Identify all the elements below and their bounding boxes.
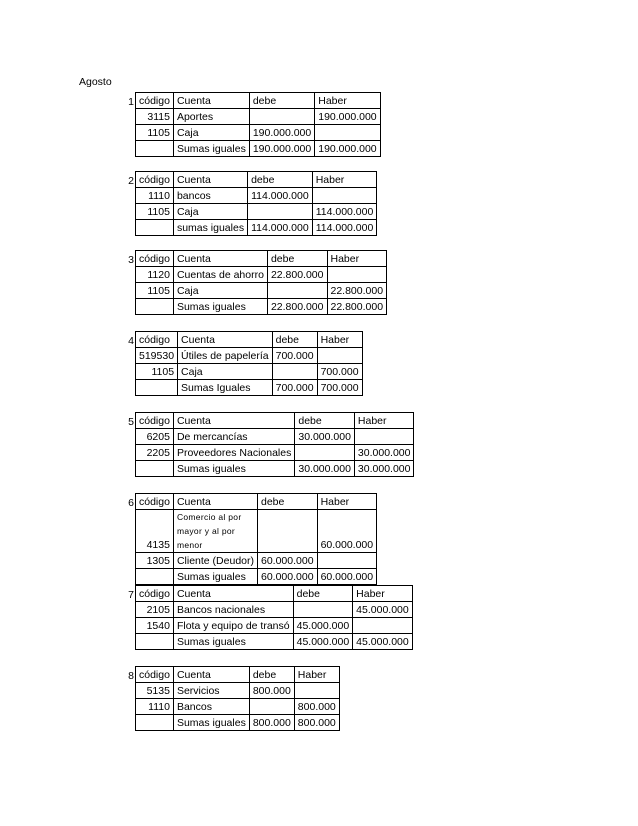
- debit-header: debe: [249, 93, 314, 109]
- debit-value: 800.000: [249, 683, 294, 699]
- sum-label: Sumas iguales: [173, 141, 249, 157]
- sum-row: [136, 299, 387, 315]
- sum-row: [136, 634, 413, 650]
- account-code: 1305: [136, 553, 174, 569]
- debit-value: 60.000.000: [258, 553, 318, 569]
- debit-header: debe: [295, 413, 355, 429]
- account-code: 2205: [136, 445, 174, 461]
- entry-table: [135, 585, 413, 650]
- account-code: 519530: [136, 348, 178, 364]
- account-name: Proveedores Nacionales: [173, 445, 294, 461]
- credit-header: Haber: [317, 494, 377, 510]
- table-row: [136, 602, 413, 618]
- account-name: Aportes: [173, 109, 249, 125]
- header-row: [136, 413, 414, 429]
- credit-value: 22.800.000: [327, 283, 387, 299]
- account-name: Caja: [173, 204, 247, 220]
- sum-row: [136, 141, 381, 157]
- month-title: Agosto: [79, 76, 112, 88]
- account-name: Caja: [173, 125, 249, 141]
- credit-value: [354, 429, 414, 445]
- sum-credit: 30.000.000: [354, 461, 414, 477]
- sum-debit: 60.000.000: [258, 569, 318, 585]
- table-row: [136, 429, 414, 445]
- entry-table: [135, 250, 387, 315]
- table-row: [136, 510, 377, 553]
- account-name: Servicios: [173, 683, 249, 699]
- code-header: código: [136, 413, 174, 429]
- credit-header: Haber: [315, 93, 380, 109]
- account-code: 1105: [136, 204, 174, 220]
- sum-debit: 45.000.000: [293, 634, 353, 650]
- debit-value: [293, 602, 353, 618]
- sum-credit: 60.000.000: [317, 569, 377, 585]
- account-name: Bancos nacionales: [173, 602, 293, 618]
- sum-label: Sumas iguales: [173, 634, 293, 650]
- account-code: 1110: [136, 699, 174, 715]
- sum-debit: 700.000: [272, 380, 317, 396]
- credit-value: 60.000.000: [317, 510, 377, 553]
- sum-row: [136, 715, 340, 731]
- account-header: Cuenta: [173, 251, 267, 267]
- empty-cell: [136, 141, 174, 157]
- debit-value: [272, 364, 317, 380]
- entry-table: [135, 171, 377, 236]
- account-code: 1105: [136, 283, 174, 299]
- empty-cell: [136, 299, 174, 315]
- sum-debit: 114.000.000: [248, 220, 313, 236]
- empty-cell: [136, 715, 174, 731]
- account-header: Cuenta: [173, 494, 257, 510]
- entry-table: [135, 666, 340, 731]
- debit-value: [267, 283, 327, 299]
- account-code: 2105: [136, 602, 174, 618]
- account-code: 5135: [136, 683, 174, 699]
- sum-row: [136, 220, 377, 236]
- debit-value: 190.000.000: [249, 125, 314, 141]
- entry-number: 5: [128, 416, 134, 428]
- sum-label: Sumas Iguales: [178, 380, 273, 396]
- header-row: [136, 172, 377, 188]
- debit-value: 114.000.000: [248, 188, 313, 204]
- account-name: Comercio al por mayor y al por menor: [173, 510, 257, 553]
- account-header: Cuenta: [173, 586, 293, 602]
- credit-header: Haber: [312, 172, 377, 188]
- account-code: 1110: [136, 188, 174, 204]
- debit-value: [295, 445, 355, 461]
- entry-table: [135, 92, 381, 157]
- credit-value: [353, 618, 413, 634]
- credit-value: [315, 125, 380, 141]
- credit-header: Haber: [354, 413, 414, 429]
- entry-number: 8: [128, 670, 134, 682]
- table-row: [136, 348, 363, 364]
- credit-header: Haber: [317, 332, 362, 348]
- debit-header: debe: [267, 251, 327, 267]
- sum-debit: 30.000.000: [295, 461, 355, 477]
- entry-number: 7: [128, 589, 134, 601]
- sum-credit: 700.000: [317, 380, 362, 396]
- entry-table: [135, 493, 377, 585]
- sum-label: Sumas iguales: [173, 715, 249, 731]
- empty-cell: [136, 569, 174, 585]
- account-name: Caja: [178, 364, 273, 380]
- table-row: [136, 188, 377, 204]
- code-header: código: [136, 93, 174, 109]
- debit-header: debe: [272, 332, 317, 348]
- credit-header: Haber: [353, 586, 413, 602]
- sum-debit: 22.800.000: [267, 299, 327, 315]
- empty-cell: [136, 220, 174, 236]
- sum-row: [136, 380, 363, 396]
- header-row: [136, 251, 387, 267]
- header-row: [136, 667, 340, 683]
- code-header: código: [136, 494, 174, 510]
- header-row: [136, 332, 363, 348]
- credit-value: 30.000.000: [354, 445, 414, 461]
- empty-cell: [136, 380, 178, 396]
- debit-header: debe: [293, 586, 353, 602]
- account-header: Cuenta: [173, 667, 249, 683]
- debit-value: [249, 699, 294, 715]
- table-row: [136, 109, 381, 125]
- code-header: código: [136, 251, 174, 267]
- table-row: [136, 683, 340, 699]
- debit-value: 45.000.000: [293, 618, 353, 634]
- table-row: [136, 553, 377, 569]
- account-header: Cuenta: [173, 413, 294, 429]
- table-row: [136, 699, 340, 715]
- credit-header: Haber: [294, 667, 339, 683]
- account-name: Flota y equipo de transó: [173, 618, 293, 634]
- debit-value: 30.000.000: [295, 429, 355, 445]
- entry-number: 2: [128, 175, 134, 187]
- sum-row: [136, 569, 377, 585]
- sum-debit: 190.000.000: [249, 141, 314, 157]
- credit-value: 45.000.000: [353, 602, 413, 618]
- code-header: código: [136, 667, 174, 683]
- code-header: código: [136, 586, 174, 602]
- table-row: [136, 267, 387, 283]
- credit-value: 700.000: [317, 364, 362, 380]
- account-code: 6205: [136, 429, 174, 445]
- account-header: Cuenta: [173, 93, 249, 109]
- account-code: 3115: [136, 109, 174, 125]
- sum-credit: 190.000.000: [315, 141, 380, 157]
- account-code: 1120: [136, 267, 174, 283]
- credit-value: [317, 553, 377, 569]
- sum-credit: 114.000.000: [312, 220, 377, 236]
- entry-number: 3: [128, 254, 134, 266]
- debit-value: 700.000: [272, 348, 317, 364]
- account-name: De mercancías: [173, 429, 294, 445]
- empty-cell: [136, 634, 174, 650]
- account-code: 4135: [136, 510, 174, 553]
- credit-value: [327, 267, 387, 283]
- entry-number: 4: [128, 335, 134, 347]
- account-name: Caja: [173, 283, 267, 299]
- sum-label: Sumas iguales: [173, 461, 294, 477]
- entry-table: [135, 331, 363, 396]
- empty-cell: [136, 461, 174, 477]
- table-row: [136, 364, 363, 380]
- sum-label: sumas iguales: [173, 220, 247, 236]
- table-row: [136, 618, 413, 634]
- table-row: [136, 283, 387, 299]
- header-row: [136, 494, 377, 510]
- debit-header: debe: [258, 494, 318, 510]
- debit-value: [258, 510, 318, 553]
- sum-debit: 800.000: [249, 715, 294, 731]
- account-code: 1540: [136, 618, 174, 634]
- account-name: Cuentas de ahorro: [173, 267, 267, 283]
- header-row: [136, 93, 381, 109]
- credit-value: 114.000.000: [312, 204, 377, 220]
- sum-label: Sumas iguales: [173, 569, 257, 585]
- sum-credit: 45.000.000: [353, 634, 413, 650]
- debit-value: [249, 109, 314, 125]
- table-row: [136, 204, 377, 220]
- code-header: código: [136, 172, 174, 188]
- credit-value: [312, 188, 377, 204]
- credit-value: 800.000: [294, 699, 339, 715]
- account-name: Bancos: [173, 699, 249, 715]
- code-header: código: [136, 332, 178, 348]
- entry-number: 6: [128, 497, 134, 509]
- debit-header: debe: [249, 667, 294, 683]
- sum-row: [136, 461, 414, 477]
- debit-value: 22.800.000: [267, 267, 327, 283]
- sum-label: Sumas iguales: [173, 299, 267, 315]
- debit-value: [248, 204, 313, 220]
- header-row: [136, 586, 413, 602]
- account-name: bancos: [173, 188, 247, 204]
- account-header: Cuenta: [178, 332, 273, 348]
- entry-table: [135, 412, 414, 477]
- credit-value: [317, 348, 362, 364]
- debit-header: debe: [248, 172, 313, 188]
- sum-credit: 800.000: [294, 715, 339, 731]
- credit-value: [294, 683, 339, 699]
- account-code: 1105: [136, 364, 178, 380]
- table-row: [136, 125, 381, 141]
- account-name: Cliente (Deudor): [173, 553, 257, 569]
- entry-number: 1: [128, 96, 134, 108]
- credit-value: 190.000.000: [315, 109, 380, 125]
- account-name: Útiles de papelería: [178, 348, 273, 364]
- account-header: Cuenta: [173, 172, 247, 188]
- credit-header: Haber: [327, 251, 387, 267]
- account-code: 1105: [136, 125, 174, 141]
- sum-credit: 22.800.000: [327, 299, 387, 315]
- table-row: [136, 445, 414, 461]
